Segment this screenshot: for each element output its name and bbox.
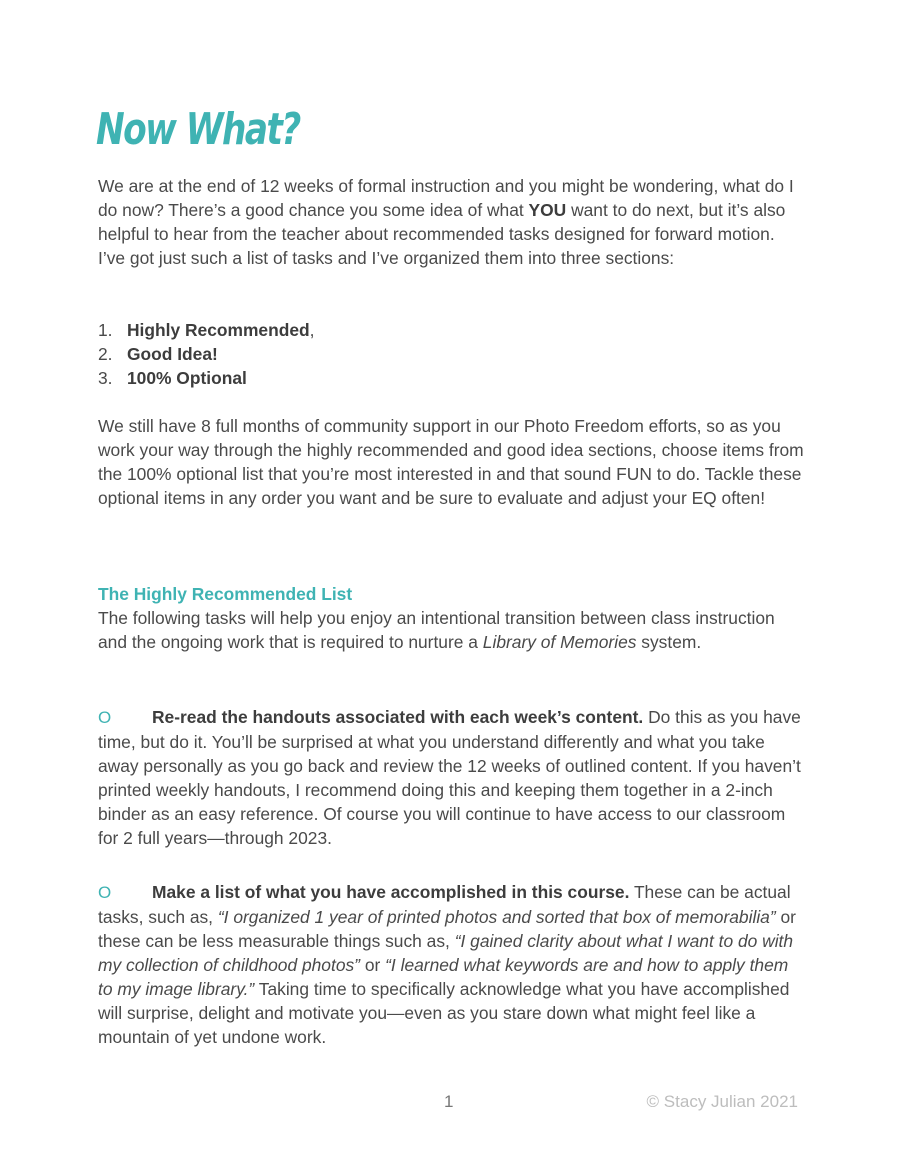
- task-title: Make a list of what you have accomplished in this course.: [152, 882, 630, 902]
- description-text-1: The following tasks will help you enjoy an intentional transition between class instruction and the ongoing work that is required to nurture a: [98, 608, 775, 652]
- list-number: 1.: [98, 320, 113, 340]
- intro-text-1: We are at the end of 12 weeks of formal instruction and you might be wondering, what do I do now? There’s a good chance you some idea of what: [98, 176, 794, 220]
- section-description: [98, 606, 804, 654]
- list-label: 100% Optional: [127, 368, 247, 388]
- list-suffix: ,: [309, 320, 315, 340]
- sections-list: [98, 318, 314, 390]
- list-number: 2.: [98, 344, 113, 364]
- checkbox-circle-icon[interactable]: O: [98, 708, 112, 727]
- description-italic: Library of Memories: [482, 632, 637, 652]
- description-text-2: system.: [636, 632, 702, 652]
- task-text: Taking time to specifically acknowledge what you have accomplished will surprise, delight and motivate you—even as you stare down what might feel like a mountain of yet undone work.: [98, 979, 790, 1047]
- task-quote: “I learned what keywords are and how to apply them to my image library.”: [98, 955, 789, 999]
- intro-paragraph: [98, 174, 804, 270]
- list-item: [98, 342, 314, 366]
- list-item: [98, 318, 314, 342]
- copyright-notice: © Stacy Julian 2021: [646, 1092, 798, 1111]
- intro-text-2: want to do next, but it’s also helpful to hear from the teacher about recommended tasks designed for forward motion. I’ve got just such a list of tasks and I’ve organized them into three sections:: [98, 200, 786, 268]
- list-label: Highly Recommended: [127, 320, 310, 340]
- task-text: These can be actual tasks, such as,: [98, 882, 791, 927]
- page-number: 1: [444, 1092, 454, 1111]
- task-quote: “I gained clarity about what I want to do with my collection of childhood photos”: [98, 931, 794, 975]
- page-title: Now What?: [96, 104, 300, 155]
- task-item: [98, 880, 804, 1049]
- support-paragraph: We still have 8 full months of community support in our Photo Freedom efforts, so as you work your way through the highly recommended and good idea sections, choose items from the 100% optional list that you’re most interested in and that sound FUN to do. Tackle these optional items in any order you want and be sure to evaluate and adjust your EQ often!: [98, 416, 804, 508]
- checkbox-circle-icon[interactable]: O: [98, 883, 112, 902]
- task-title: Re-read the handouts associated with each week’s content.: [152, 707, 644, 727]
- list-item: [98, 366, 314, 390]
- intro-emphasis: YOU: [528, 200, 567, 220]
- task-text: Do this as you have time, but do it. You’ll be surprised at what you understand differently and what you take away personally as you go back and review the 12 weeks of outlined content. If you haven’t printed weekly handouts, I recommend doing this and keeping them together in a 2-inch binder as an easy reference. Of course you will continue to have access to our classroom for 2 full years—through 2023.: [98, 707, 801, 848]
- task-text: or these can be less measurable things such as,: [98, 907, 796, 951]
- task-item: [98, 705, 804, 850]
- task-quote: “I organized 1 year of printed photos and sorted that box of memorabilia”: [217, 907, 776, 927]
- task-text: or: [359, 955, 386, 975]
- section-heading: The Highly Recommended List: [98, 584, 353, 604]
- list-label: Good Idea!: [127, 344, 218, 364]
- list-number: 3.: [98, 368, 113, 388]
